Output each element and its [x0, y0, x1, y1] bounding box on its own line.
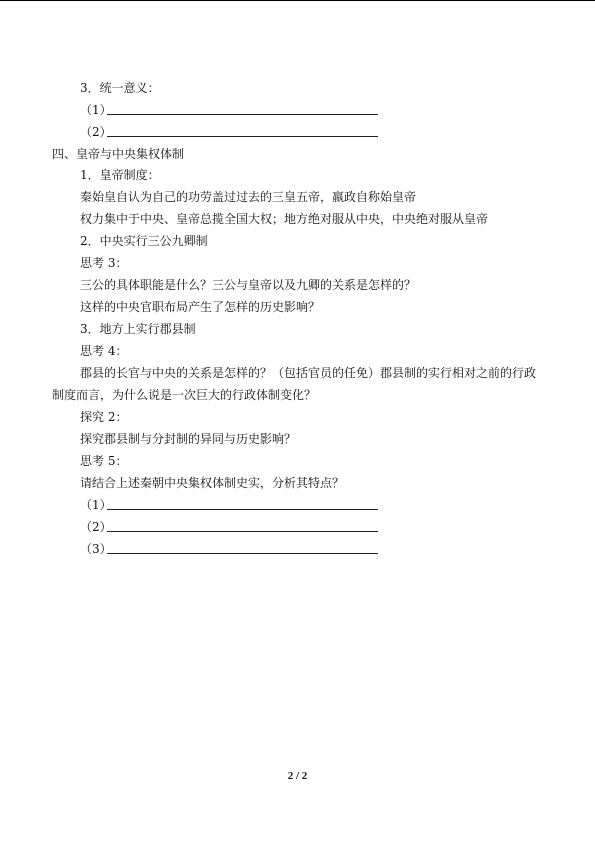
list-item-label: （2） [80, 520, 112, 534]
paragraph: 探究郡县制与分封制的异同与历史影响？ [80, 432, 297, 446]
subsection-heading: 1．皇帝制度： [80, 168, 160, 182]
list-item-label: （1） [80, 103, 112, 117]
question-label: 思考 5： [80, 454, 128, 468]
paragraph: 三公的具体职能是什么？三公与皇帝以及九卿的关系是怎样的？ [80, 278, 417, 292]
answer-blank[interactable] [107, 114, 378, 115]
paragraph: 秦始皇自认为自己的功劳盖过过去的三皇五帝，嬴政自称始皇帝 [80, 190, 417, 204]
question-label: 思考 3： [80, 256, 128, 270]
section-heading: 3．统一意义： [80, 81, 160, 95]
page-number: 2 / 2 [287, 770, 308, 782]
question-label: 探究 2： [80, 410, 128, 424]
answer-blank[interactable] [107, 553, 378, 554]
list-item-label: （2） [80, 125, 112, 139]
subsection-heading: 3．地方上实行郡县制 [80, 322, 196, 336]
paragraph: 郡县的长官与中央的关系是怎样的？（包括官员的任免）郡县制的实行相对之前的行政 [80, 366, 537, 380]
answer-blank[interactable] [107, 531, 378, 532]
section-title: 四、皇帝与中央集权体制 [52, 147, 185, 161]
list-item-label: （1） [80, 498, 112, 512]
answer-blank[interactable] [107, 136, 378, 137]
paragraph: 权力集中于中央、皇帝总揽全国大权；地方绝对服从中央，中央绝对服从皇帝 [80, 212, 489, 226]
answer-blank[interactable] [107, 509, 378, 510]
list-item-label: （3） [80, 542, 112, 556]
paragraph: 制度而言，为什么说是一次巨大的行政体制变化？ [52, 388, 317, 402]
header-rule [0, 0, 595, 1]
question-label: 思考 4： [80, 344, 128, 358]
paragraph: 这样的中央官职布局产生了怎样的历史影响？ [80, 300, 321, 314]
subsection-heading: 2．中央实行三公九卿制 [80, 234, 208, 248]
paragraph: 请结合上述秦朝中央集权体制史实，分析其特点？ [80, 476, 345, 490]
